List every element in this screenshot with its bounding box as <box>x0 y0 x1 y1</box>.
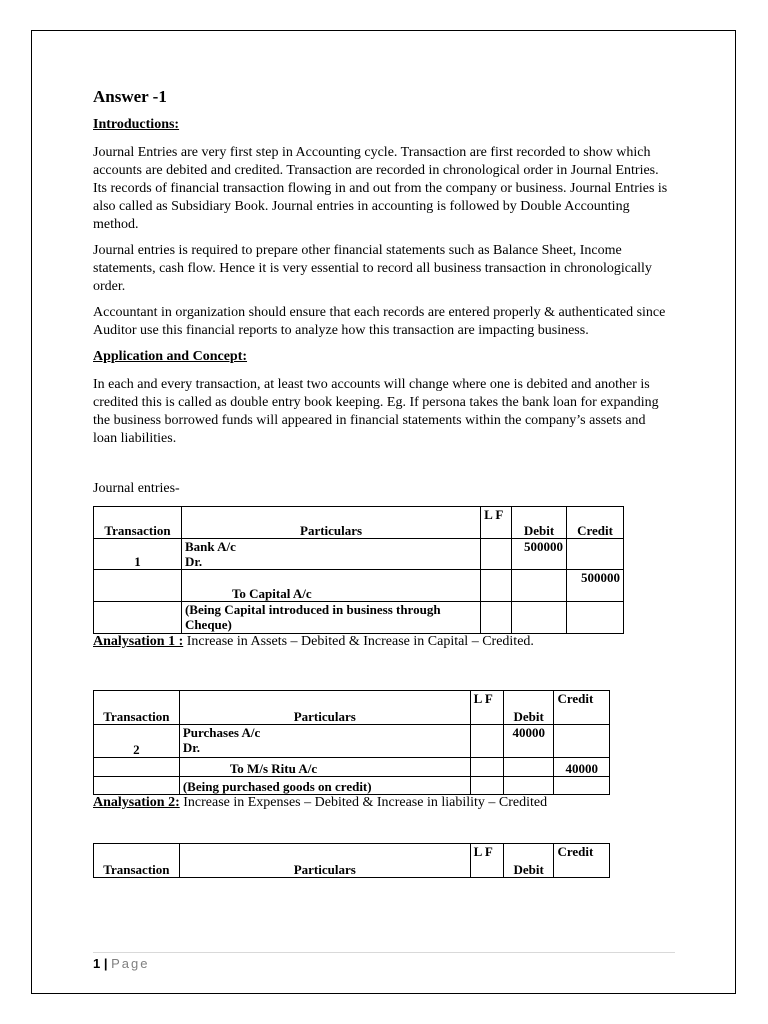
transaction-cell <box>94 777 180 795</box>
credit-account: To M/s Ritu A/c <box>179 758 470 777</box>
lf-cell <box>481 570 512 602</box>
header-transaction: Transaction <box>94 507 182 539</box>
document-body <box>93 86 673 878</box>
journal-title: Journal entries- <box>93 481 180 496</box>
application-heading: Application and Concept: <box>93 349 248 364</box>
analysis-1-label: Analysation 1 : <box>93 634 184 649</box>
table-header-row <box>94 844 610 878</box>
table-row <box>94 602 624 634</box>
debit-account-cell <box>179 725 470 758</box>
debit-amount: 500000 <box>512 539 567 570</box>
lf-cell <box>481 539 512 570</box>
table-row <box>94 570 624 602</box>
header-debit: Debit <box>503 844 553 878</box>
journal-table-3 <box>93 843 610 878</box>
debit-cell <box>503 758 553 777</box>
page-number: 1 <box>93 956 101 971</box>
debit-dr: Dr. <box>184 554 203 569</box>
lf-cell <box>481 602 512 634</box>
intro-paragraph-1: Journal Entries are very first step in Accounting cycle. Transaction are first recorded to show which accounts are debited and credited. Transaction are recorded in chronological order in Journal Entries. Its records of financial transaction flowing in and out from the company or business. Journal Entries is also called as Subsidiary Book. Journal entries in accounting is followed by Double Accounting method. <box>93 145 668 232</box>
credit-amount: 40000 <box>554 758 610 777</box>
application-paragraph: In each and every transaction, at least two accounts will change where one is debited and another is credited this is called as double entry book keeping. Eg. If persona takes the bank loan for expanding the business borrowed funds will appeared in financial statements within the company’s assets and loan liabilities. <box>93 377 659 446</box>
header-particulars: Particulars <box>179 691 470 725</box>
transaction-number: 1 <box>94 539 182 570</box>
credit-cell <box>554 777 610 795</box>
table-row <box>94 539 624 570</box>
header-credit: Credit <box>554 844 610 878</box>
debit-cell <box>503 777 553 795</box>
page-footer <box>93 952 675 971</box>
debit-account-cell <box>181 539 480 570</box>
analysis-1-text: Increase in Assets – Debited & Increase in Capital – Credited. <box>183 634 534 649</box>
credit-amount: 500000 <box>567 570 624 602</box>
credit-account: To Capital A/c <box>181 570 480 602</box>
table-header-row <box>94 691 610 725</box>
transaction-number: 2 <box>94 725 180 758</box>
transaction-cell <box>94 758 180 777</box>
journal-table-1 <box>93 506 624 634</box>
table-row <box>94 725 610 758</box>
debit-cell <box>512 602 567 634</box>
debit-dr: Dr. <box>182 740 201 755</box>
header-credit: Credit <box>554 691 610 725</box>
debit-amount: 40000 <box>503 725 553 758</box>
credit-cell <box>567 539 624 570</box>
analysis-2-label: Analysation 2: <box>93 795 180 810</box>
analysis-2 <box>93 795 673 811</box>
header-transaction: Transaction <box>94 691 180 725</box>
table-header-row <box>94 507 624 539</box>
header-transaction: Transaction <box>94 844 180 878</box>
lf-cell <box>470 725 503 758</box>
analysis-2-text: Increase in Expenses – Debited & Increase in liability – Credited <box>179 795 548 810</box>
debit-cell <box>512 570 567 602</box>
narration: (Being Capital introduced in business through Cheque) <box>181 602 480 634</box>
header-debit: Debit <box>512 507 567 539</box>
page-separator: | <box>100 956 112 971</box>
intro-heading: Introductions: <box>93 117 180 132</box>
header-particulars: Particulars <box>181 507 480 539</box>
intro-paragraph-3: Accountant in organization should ensure that each records are entered properly & authenticated since Auditor use this financial reports to analyze how this transaction are impacting business. <box>93 305 666 338</box>
header-lf: L F <box>470 691 503 725</box>
intro-paragraph-2: Journal entries is required to prepare other financial statements such as Balance Sheet, Income statements, cash flow. Hence it is very essential to record all business transaction in chronologically order. <box>93 243 652 294</box>
lf-cell <box>470 758 503 777</box>
header-lf: L F <box>470 844 503 878</box>
analysis-1 <box>93 634 673 650</box>
header-lf: L F <box>481 507 512 539</box>
journal-table-2 <box>93 690 610 795</box>
transaction-cell <box>94 570 182 602</box>
page-label: Page <box>111 956 150 971</box>
transaction-cell <box>94 602 182 634</box>
credit-cell <box>567 602 624 634</box>
lf-cell <box>470 777 503 795</box>
header-debit: Debit <box>503 691 553 725</box>
table-row <box>94 777 610 795</box>
debit-account: Bank A/c <box>184 539 236 554</box>
debit-account: Purchases A/c <box>182 725 261 740</box>
header-particulars: Particulars <box>179 844 470 878</box>
table-row <box>94 758 610 777</box>
answer-title: Answer -1 <box>93 87 167 106</box>
credit-cell <box>554 725 610 758</box>
narration: (Being purchased goods on credit) <box>179 777 470 795</box>
header-credit: Credit <box>567 507 624 539</box>
